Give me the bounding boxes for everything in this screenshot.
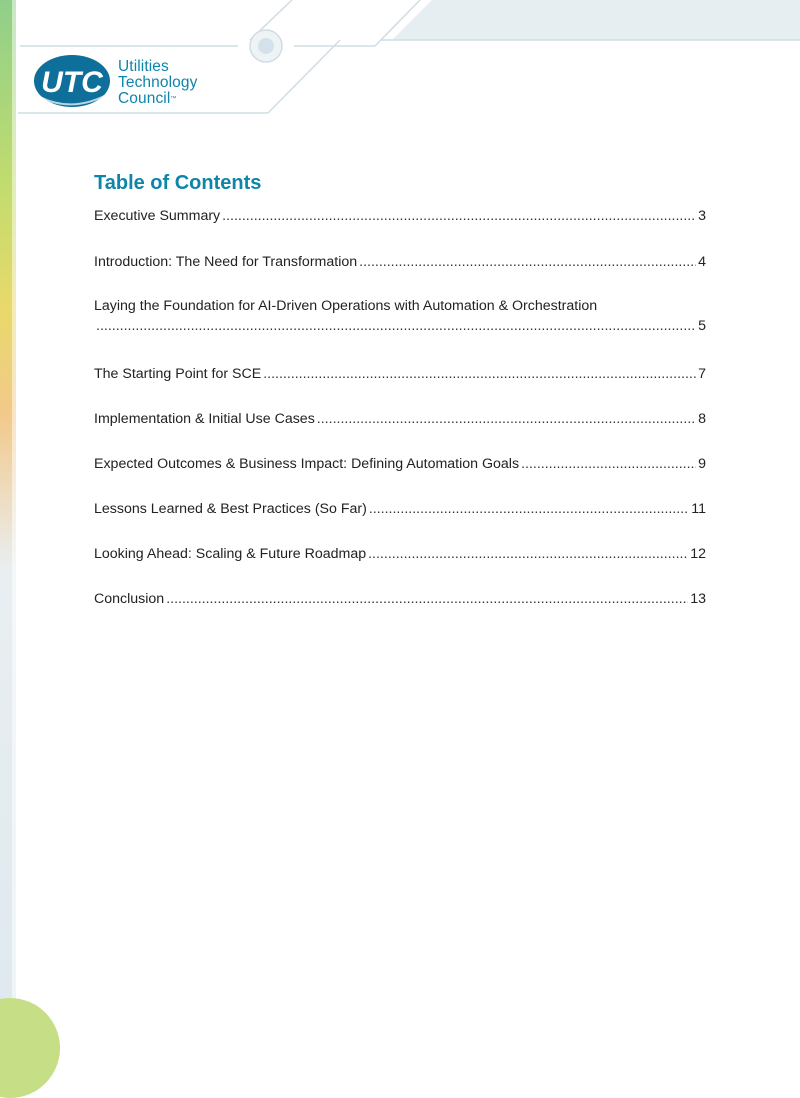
toc-entry-label: Looking Ahead: Scaling & Future Roadmap <box>94 546 367 562</box>
logo-line-2: Technology <box>118 74 198 91</box>
toc-entry-page: 4 <box>698 254 706 270</box>
toc-entry[interactable] <box>94 364 706 384</box>
toc-entry-label: Expected Outcomes & Business Impact: Defining Automation Goals <box>94 456 520 472</box>
toc-entry-page: 8 <box>698 411 706 427</box>
decorative-corner-shape <box>0 998 60 1098</box>
toc-entry[interactable] <box>94 454 706 474</box>
toc-entry-page: 12 <box>690 546 706 562</box>
toc-entry-page: 7 <box>698 366 706 382</box>
toc-entry-label: The Starting Point for SCE <box>94 366 262 382</box>
toc-dot-leader <box>359 252 696 272</box>
toc-dot-leader <box>369 499 689 519</box>
utc-logo <box>34 52 214 110</box>
toc-dot-leader <box>222 206 696 226</box>
toc-entry-label: Introduction: The Need for Transformation <box>94 254 358 270</box>
toc-entry-label: Laying the Foundation for AI-Driven Operations with Automation & Orchestration <box>94 298 598 314</box>
utc-logo-mark-text: UTC <box>41 66 103 99</box>
utc-logo-wordmark <box>118 59 197 107</box>
toc-dot-leader <box>263 364 696 384</box>
logo-line-3 <box>118 91 197 107</box>
toc-entry[interactable] <box>94 206 706 226</box>
toc-entry-label: Executive Summary <box>94 208 221 224</box>
logo-line-1: Utilities <box>118 58 169 75</box>
toc-entry-label: Lessons Learned & Best Practices (So Far) <box>94 501 367 517</box>
decorative-side-strip <box>0 0 16 1035</box>
trademark-symbol: ™ <box>170 96 177 102</box>
utc-logo-mark <box>34 52 118 110</box>
toc-entry-label: Implementation & Initial Use Cases <box>94 411 315 427</box>
toc-entry[interactable] <box>94 409 706 429</box>
toc-entry[interactable] <box>94 252 706 272</box>
toc-entry[interactable] <box>94 296 706 336</box>
toc-entry-page: 11 <box>691 501 706 517</box>
toc-dot-leader <box>96 316 696 336</box>
toc-entry-page: 3 <box>698 208 706 224</box>
toc-entry-page: 5 <box>698 318 706 334</box>
toc-entry[interactable] <box>94 499 706 519</box>
toc-title: Table of Contents <box>94 172 262 194</box>
toc-entry-label: Conclusion <box>94 591 165 607</box>
toc-entry[interactable] <box>94 544 706 564</box>
toc-entry[interactable] <box>94 589 706 609</box>
toc-dot-leader <box>521 454 696 474</box>
toc-entry-page: 13 <box>690 591 706 607</box>
table-of-contents <box>94 170 706 607</box>
toc-dot-leader <box>317 409 696 429</box>
toc-dot-leader <box>368 544 688 564</box>
toc-entry-page: 9 <box>698 456 706 472</box>
logo-line-3-text: Council <box>118 90 171 107</box>
toc-dot-leader <box>166 589 688 609</box>
